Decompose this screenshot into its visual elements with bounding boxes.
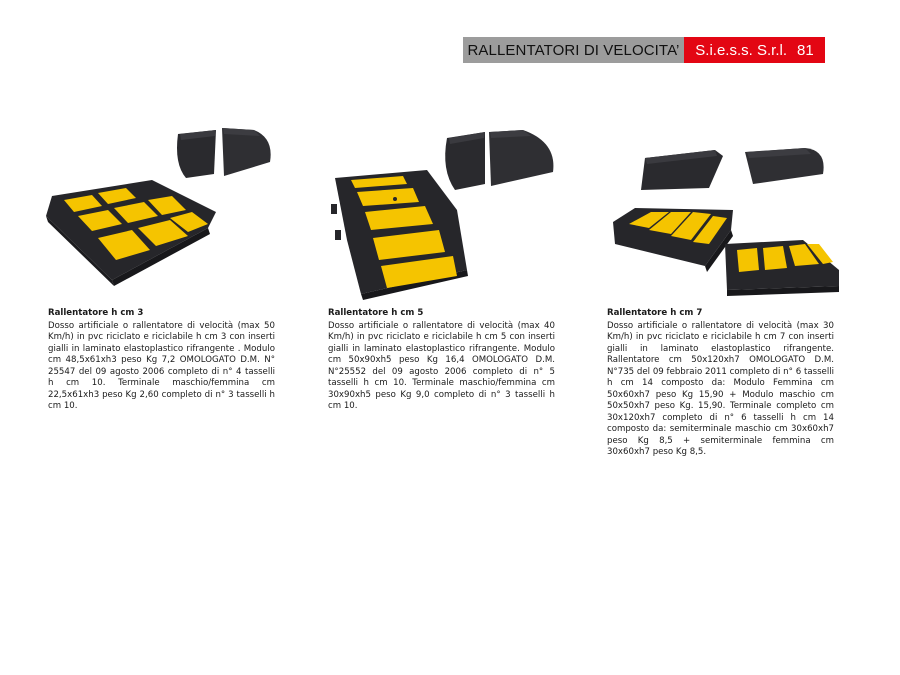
product-h7 [607,308,834,459]
product-title: Rallentatore h cm 3 [48,308,144,318]
product-h3 [48,308,275,413]
end-cap-right [489,130,553,186]
product-title: Rallentatore h cm 7 [607,308,703,318]
product-description: Dosso artificiale o rallentatore di velocità (max 50 Km/h) in pvc riciclato e riciclabile h cm 3 con inserti gialli in laminato elastoplastico rifrangente . Modulo cm 48,5x61xh3 peso Kg 7,2 OMOLOGATO D.M. N° 25547 del 09 agosto 2006 completo di n° 4 tasselli h cm 10. Terminale maschio/femmina cm 22,5x61xh3 peso Kg 2,60 completo di n° 3 tasselli h cm 10. [48,320,275,411]
speed-bump-h3-image [40,120,280,300]
page-number: 81 [797,41,814,59]
product-title: Rallentatore h cm 5 [328,308,424,318]
company-name: S.i.e.s.s. S.r.l. [695,41,787,59]
product-h5 [328,308,555,413]
header-title: RALLENTATORI DI VELOCITA’ [463,37,684,63]
product-description: Dosso artificiale o rallentatore di velocità (max 30 Km/h) in pvc riciclato e riciclabile h cm 7 con inserti gialli in laminato elastoplastico rifrangente. Rallentatore cm 50x120xh7 OMOLOGATO D.M. N°735 del 09 febbraio 2011 completo di n° 6 tasselli h cm 14 composto da: Modulo Femmina cm 50x60xh7 peso Kg 15,90 + Modulo maschio cm 50x50xh7 peso Kg. 15,90. Terminale completo cm 30x120xh7 completo di n° 6 tasselli h cm 14 composto da: semiterminale maschio cm 30x60xh7 peso Kg 8,5 + semiterminale femmina cm 30x60xh7 peso Kg 8,5. [607,320,834,457]
product-description: Dosso artificiale o rallentatore di velocità (max 40 Km/h) in pvc riciclato e riciclabile h cm 5 con inserti gialli in laminato elastoplastico rifrangente. Modulo cm 50x90xh5 peso Kg 16,4 OMOLOGATO D.M. N°25552 del 09 agosto 2006 completo di n° 5 tasselli h cm 10. Terminale maschio/femmina cm 30x90xh5 peso Kg 9,0 completo di n° 3 tasselli h cm 10. [328,320,555,411]
header-company-box [684,37,825,63]
page-header [463,37,825,63]
speed-bump-h5-image [325,120,565,300]
speed-bump-h7-image [605,140,845,300]
